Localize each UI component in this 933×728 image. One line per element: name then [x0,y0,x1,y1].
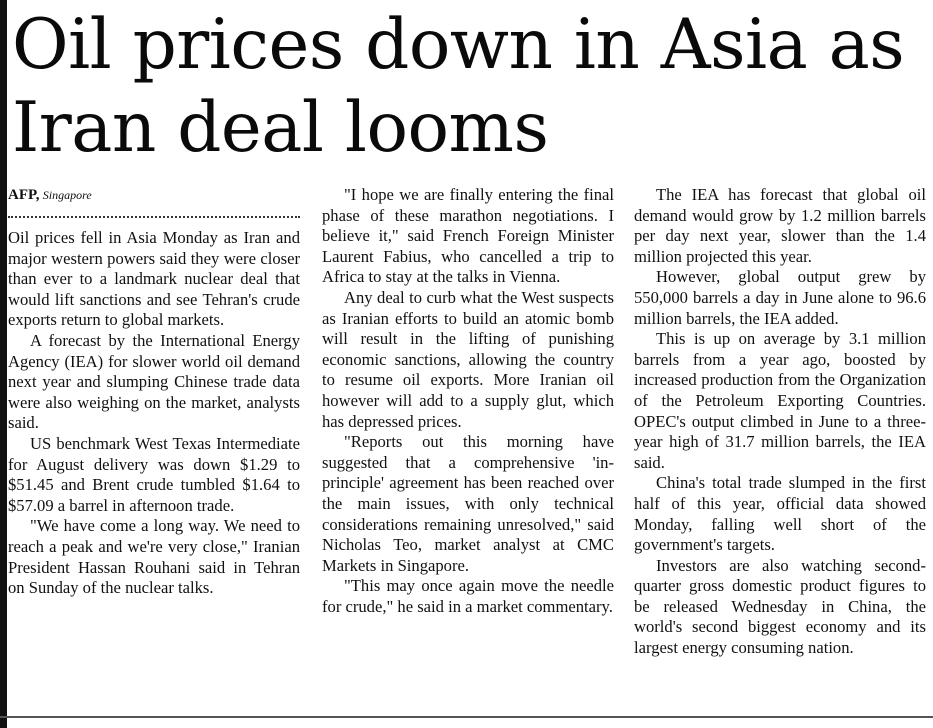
byline [8,185,300,205]
paragraph-2: A forecast by the International Energy Agency (IEA) for slower world oil demand next year and slumping Chinese trade data were also weighing on the market, analysts said. [8,330,300,433]
paragraph-9: The IEA has forecast that global oil demand would grow by 1.2 million barrels per day next year, slower than the 1.4 million projected this year. [634,185,926,266]
column-1 [8,185,300,599]
paragraph-8: "This may once again move the needle for crude," he said in a market commentary. [322,576,614,616]
byline-agency: AFP, [8,187,40,203]
byline-location: Singapore [42,188,92,202]
headline: Oil prices down in Asia as Iran deal looms [12,5,905,168]
paragraph-1: Oil prices fell in Asia Monday as Iran and major western powers said they were closer than ever to a landmark nuclear deal that would lift sanctions and see Tehran's crude exports return to global markets. [8,228,300,330]
bottom-rule [0,716,933,718]
byline-divider [8,210,300,218]
left-border-rule [0,0,7,728]
column-3 [634,185,926,659]
paragraph-12: China's total trade slumped in the first half of this year, official data showed Monday, falling well short of the government's targets. [634,473,926,555]
paragraph-7: "Reports out this morning have suggested that a comprehensive 'in-principle' agreement has been reached over the main issues, with only technical considerations remaining unresolved," said Nicholas Teo, market analyst at CMC Markets in Singapore. [322,432,614,575]
paragraph-4: "We have come a long way. We need to reach a peak and we're very close," Iranian President Hassan Rouhani said in Tehran on Sunday of the nuclear talks. [8,516,300,598]
paragraph-13: Investors are also watching second-quarter gross domestic product figures to be released Wednesday in China, the world's second biggest economy and its largest energy consuming nation. [634,555,926,658]
paragraph-11: This is up on average by 3.1 million barrels from a year ago, boosted by increased production from the Organization of the Petroleum Exporting Countries. OPEC's output climbed in June to a three-year high of 31.7 million barrels, the IEA said. [634,329,926,472]
column-2 [322,185,614,617]
paragraph-3: US benchmark West Texas Intermediate for August delivery was down $1.29 to $51.45 and Brent crude tumbled $1.64 to $57.09 a barrel in afternoon trade. [8,433,300,515]
paragraph-6: Any deal to curb what the West suspects as Iranian efforts to build an atomic bomb will result in the lifting of punishing economic sanctions, allowing the country to resume oil exports. More Iranian oil however will add to a supply glut, which has depressed prices. [322,287,614,431]
paragraph-5: "I hope we are finally entering the final phase of these marathon negotiations. I believe it," said French Foreign Minister Laurent Fabius, who cancelled a trip to Africa to stay at the talks in Vienna. [322,185,614,287]
paragraph-10: However, global output grew by 550,000 barrels a day in June alone to 96.6 million barrels, the IEA added. [634,267,926,328]
